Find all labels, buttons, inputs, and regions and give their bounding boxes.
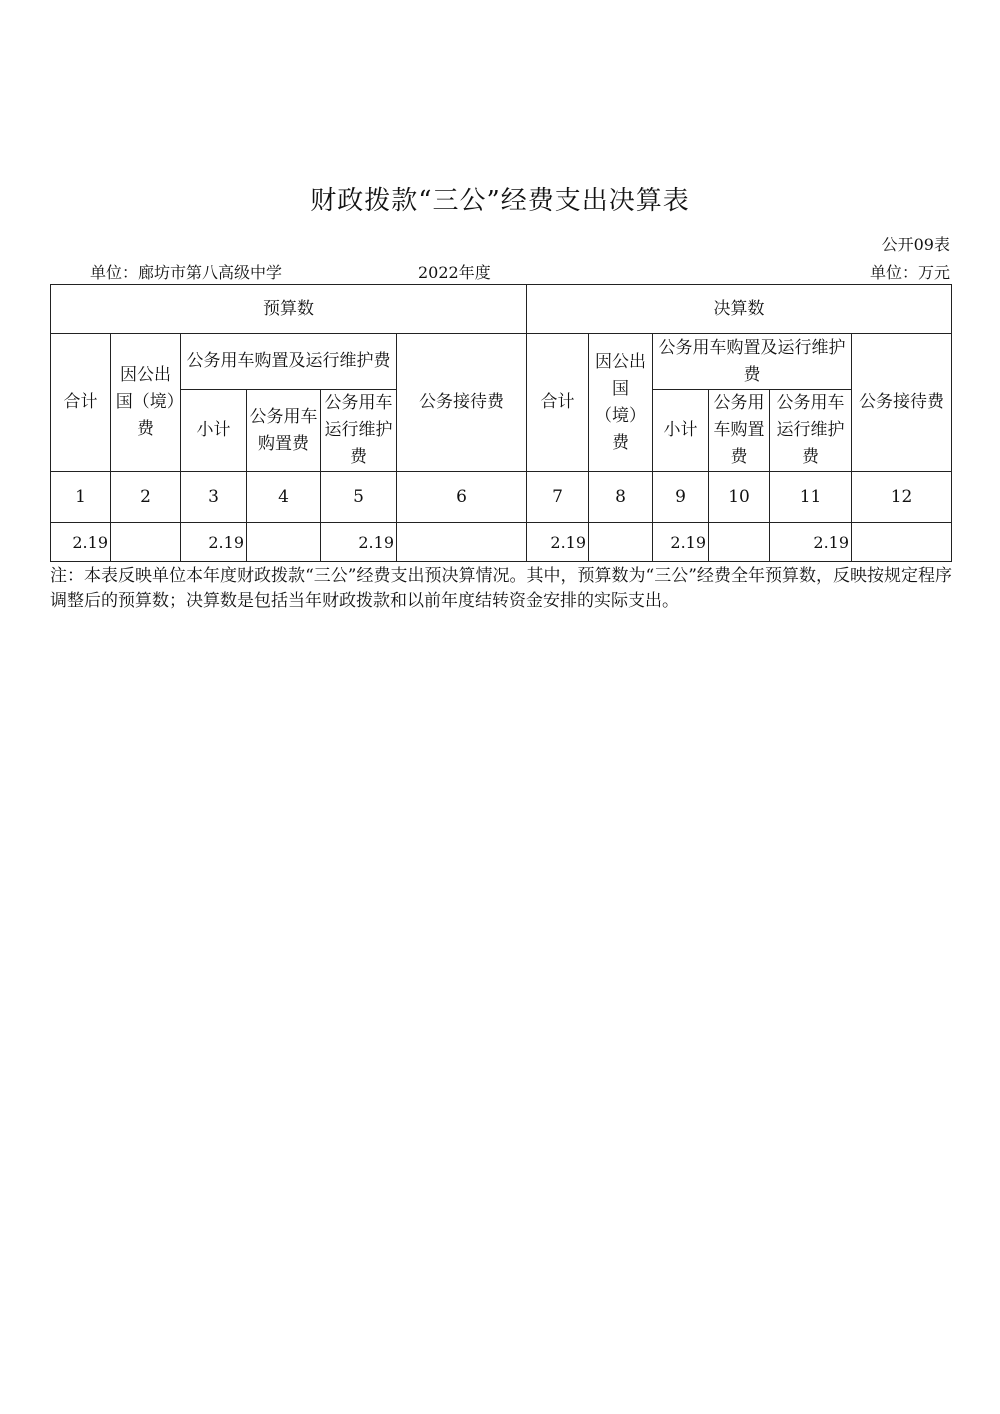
group-header-row — [51, 285, 952, 334]
column-number: 3 — [181, 472, 247, 523]
final-abroad-header: 因公出国（境）费 — [589, 334, 653, 472]
budget-total-header: 合计 — [51, 334, 111, 472]
column-number: 5 — [321, 472, 397, 523]
value-cell: 2.19 — [527, 523, 589, 562]
form-number: 公开09表 — [881, 235, 950, 254]
column-number-row — [51, 472, 952, 523]
column-number: 10 — [709, 472, 770, 523]
final-subtotal-header: 小计 — [653, 390, 709, 472]
final-operation-header: 公务用车运行维护费 — [770, 390, 852, 472]
budget-operation-header: 公务用车运行维护费 — [321, 390, 397, 472]
value-cell: 2.19 — [770, 523, 852, 562]
value-cell — [397, 523, 527, 562]
final-vehicle-header: 公务用车购置及运行维护费 — [653, 334, 852, 390]
data-row — [51, 523, 952, 562]
budget-abroad-header: 因公出国（境）费 — [111, 334, 181, 472]
column-number: 8 — [589, 472, 653, 523]
value-cell: 2.19 — [181, 523, 247, 562]
money-unit: 单位：万元 — [869, 263, 950, 282]
column-header-row-1 — [51, 334, 952, 390]
unit-line — [50, 260, 950, 280]
value-cell — [589, 523, 653, 562]
budget-group-header: 预算数 — [51, 285, 527, 334]
budget-vehicle-header: 公务用车购置及运行维护费 — [181, 334, 397, 390]
final-purchase-header: 公务用车购置费 — [709, 390, 770, 472]
budget-purchase-header: 公务用车购置费 — [247, 390, 321, 472]
column-number: 9 — [653, 472, 709, 523]
unit-name: 单位：廊坊市第八高级中学 — [90, 263, 283, 282]
final-total-header: 合计 — [527, 334, 589, 472]
column-number: 7 — [527, 472, 589, 523]
value-cell: 2.19 — [51, 523, 111, 562]
column-number: 12 — [852, 472, 952, 523]
column-number: 6 — [397, 472, 527, 523]
fiscal-year: 2022年度 — [418, 263, 491, 282]
budget-reception-header: 公务接待费 — [397, 334, 527, 472]
column-number: 1 — [51, 472, 111, 523]
page-title: 财政拨款“三公”经费支出决算表 — [310, 186, 690, 216]
column-number: 2 — [111, 472, 181, 523]
value-cell — [852, 523, 952, 562]
value-cell — [247, 523, 321, 562]
value-cell: 2.19 — [653, 523, 709, 562]
expense-table — [50, 284, 952, 562]
value-cell — [111, 523, 181, 562]
table-note: 注：本表反映单位本年度财政拨款“三公”经费支出预决算情况。其中，预算数为“三公”经费全年预算数，反映按规定程序调整后的预算数；决算数是包括当年财政拨款和以前年度结转资金安排的实际支出。 — [50, 566, 952, 611]
column-number: 11 — [770, 472, 852, 523]
final-group-header: 决算数 — [527, 285, 952, 334]
value-cell — [709, 523, 770, 562]
budget-subtotal-header: 小计 — [181, 390, 247, 472]
value-cell: 2.19 — [321, 523, 397, 562]
column-number: 4 — [247, 472, 321, 523]
final-reception-header: 公务接待费 — [852, 334, 952, 472]
